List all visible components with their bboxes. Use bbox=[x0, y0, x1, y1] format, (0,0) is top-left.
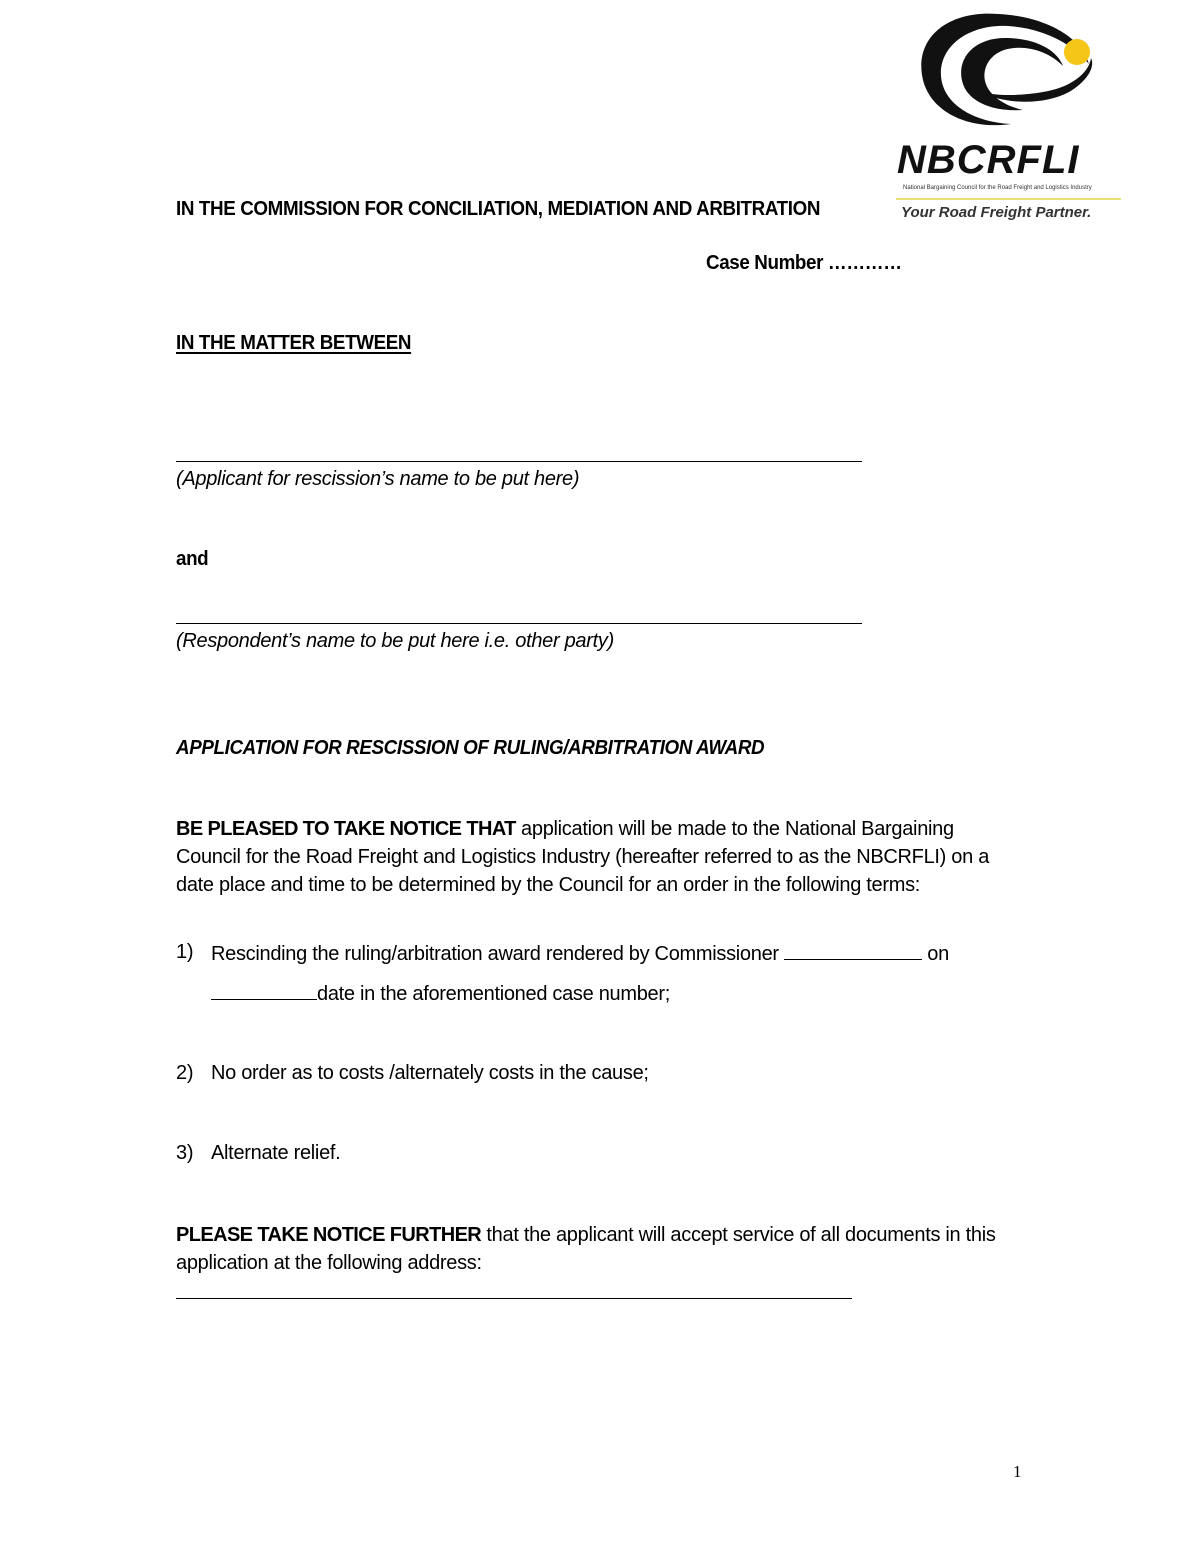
applicant-hint: (Applicant for rescission’s name to be put here) bbox=[176, 468, 580, 490]
order-2-number: 2) bbox=[176, 1062, 194, 1084]
nbcrfli-logo bbox=[893, 8, 1125, 226]
order-1-text-b: on bbox=[927, 943, 949, 965]
case-number bbox=[706, 252, 902, 275]
order-1-text-c: date in the aforementioned case number; bbox=[317, 983, 670, 1005]
notice-paragraph bbox=[176, 815, 1016, 899]
respondent-hint: (Respondent’s name to be put here i.e. other party) bbox=[176, 630, 614, 652]
order-3-number: 3) bbox=[176, 1142, 194, 1164]
further-lead: PLEASE TAKE NOTICE FURTHER bbox=[176, 1224, 482, 1246]
address-line[interactable] bbox=[176, 1298, 852, 1299]
order-1-line-b bbox=[211, 981, 670, 1006]
logo-wordmark: NBCRFLI bbox=[897, 138, 1080, 182]
case-number-dots[interactable]: ………… bbox=[827, 252, 902, 274]
logo-rule bbox=[896, 198, 1121, 200]
application-title: APPLICATION FOR RESCISSION OF RULING/ARBITRATION AWARD bbox=[176, 737, 765, 759]
date-blank[interactable] bbox=[211, 981, 317, 1000]
order-1-number: 1) bbox=[176, 941, 194, 963]
order-1-text-a: Rescinding the ruling/arbitration award rendered by Commissioner bbox=[211, 943, 779, 965]
logo-tagline: Your Road Freight Partner. bbox=[901, 204, 1092, 221]
logo-subtitle: National Bargaining Council for the Road Freight and Logistics Industry bbox=[903, 185, 1092, 191]
notice-text: application will be made to the National Bargaining Council for the Road Freight and Logistics Industry (hereafter referred to as the NBCRFLI) on a date place and time to be determined by the Council for an order in the following terms: bbox=[176, 818, 990, 896]
notice-lead: BE PLEASED TO TAKE NOTICE THAT bbox=[176, 818, 516, 840]
parties-heading: IN THE MATTER BETWEEN bbox=[176, 332, 412, 354]
court-heading: IN THE COMMISSION FOR CONCILIATION, MEDIATION AND ARBITRATION bbox=[176, 198, 821, 220]
respondent-name-line[interactable] bbox=[176, 623, 862, 624]
case-number-label: Case Number bbox=[706, 252, 824, 274]
order-2-text: No order as to costs /alternately costs in the cause; bbox=[211, 1062, 649, 1084]
commissioner-blank[interactable] bbox=[784, 941, 922, 960]
order-3-text: Alternate relief. bbox=[211, 1142, 341, 1164]
swoosh-logo-icon bbox=[893, 8, 1125, 138]
order-1-line-a bbox=[211, 941, 949, 966]
and-label: and bbox=[176, 548, 209, 570]
further-text: that the applicant will accept service of all documents in this application at the following address: bbox=[176, 1224, 996, 1274]
applicant-name-line[interactable] bbox=[176, 461, 862, 462]
page-number: 1 bbox=[1013, 1462, 1022, 1481]
further-notice-paragraph bbox=[176, 1221, 1006, 1277]
